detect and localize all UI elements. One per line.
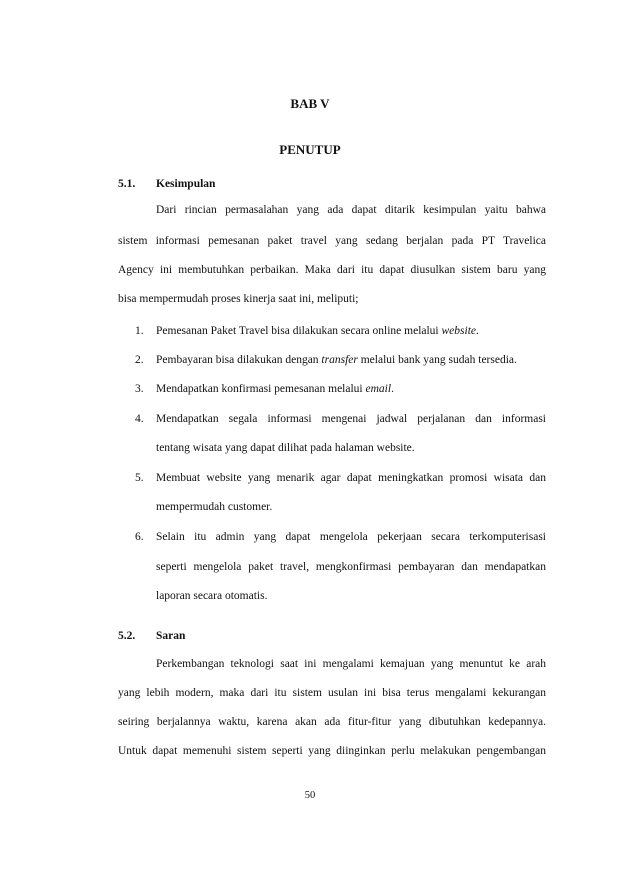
list-item-text: Selain itu admin yang dapat mengelola pekerjaan secara terkomputerisasi — [156, 531, 546, 543]
paragraph-line: Agency ini membutuhkan perbaikan. Maka dari itu dapat diusulkan sistem baru yang — [118, 264, 546, 276]
chapter-number: BAB V — [290, 96, 330, 111]
paragraph-line: Dari rincian permasalahan yang ada dapat ditarik kesimpulan yaitu bahwa — [156, 204, 546, 216]
paragraph-line: bisa mempermudah proses kinerja saat ini, meliputi; — [118, 293, 359, 305]
page-number: 50 — [304, 790, 316, 801]
list-item-number: 2. — [135, 354, 144, 366]
paragraph-line: yang lebih modern, maka dari itu sistem usulan ini bisa terus mengalami kekurangan — [118, 687, 546, 699]
list-item-text: laporan secara otomatis. — [156, 590, 268, 602]
paragraph-line: sistem informasi pemesanan paket travel yang sedang berjalan pada PT Travelica — [118, 235, 546, 247]
list-item-text: Mendapatkan konfirmasi pemesanan melalui email. — [156, 383, 394, 395]
section-number: 5.1. — [118, 178, 136, 190]
list-item-number: 1. — [135, 325, 144, 337]
list-item-text: Mendapatkan segala informasi mengenai jadwal perjalanan dan informasi — [156, 413, 546, 425]
list-item-number: 3. — [135, 383, 144, 395]
list-item-text: mempermudah customer. — [156, 501, 273, 513]
paragraph-line: Perkembangan teknologi saat ini mengalami kemajuan yang menuntut ke arah — [156, 658, 546, 670]
section-title: Kesimpulan — [156, 178, 216, 190]
chapter-title: PENUTUP — [279, 142, 341, 157]
list-item-text: Membuat website yang menarik agar dapat meningkatkan promosi wisata dan — [156, 472, 546, 484]
list-item-text: seperti mengelola paket travel, mengkonfirmasi pembayaran dan mendapatkan — [156, 561, 546, 573]
paragraph-line: seiring berjalannya waktu, karena akan ada fitur-fitur yang dibutuhkan kedepannya. — [118, 716, 546, 728]
section-title: Saran — [156, 630, 186, 642]
paragraph-line: Untuk dapat memenuhi sistem seperti yang diinginkan perlu melakukan pengembangan — [118, 745, 546, 757]
list-item-text: tentang wisata yang dapat dilihat pada halaman website. — [156, 442, 415, 454]
list-item-text: Pemesanan Paket Travel bisa dilakukan secara online melalui website. — [156, 325, 479, 337]
list-item-number: 6. — [135, 531, 144, 543]
section-number: 5.2. — [118, 630, 136, 642]
list-item-number: 4. — [135, 413, 144, 425]
list-item-text: Pembayaran bisa dilakukan dengan transfer melalui bank yang sudah tersedia. — [156, 354, 517, 366]
list-item-number: 5. — [135, 472, 144, 484]
